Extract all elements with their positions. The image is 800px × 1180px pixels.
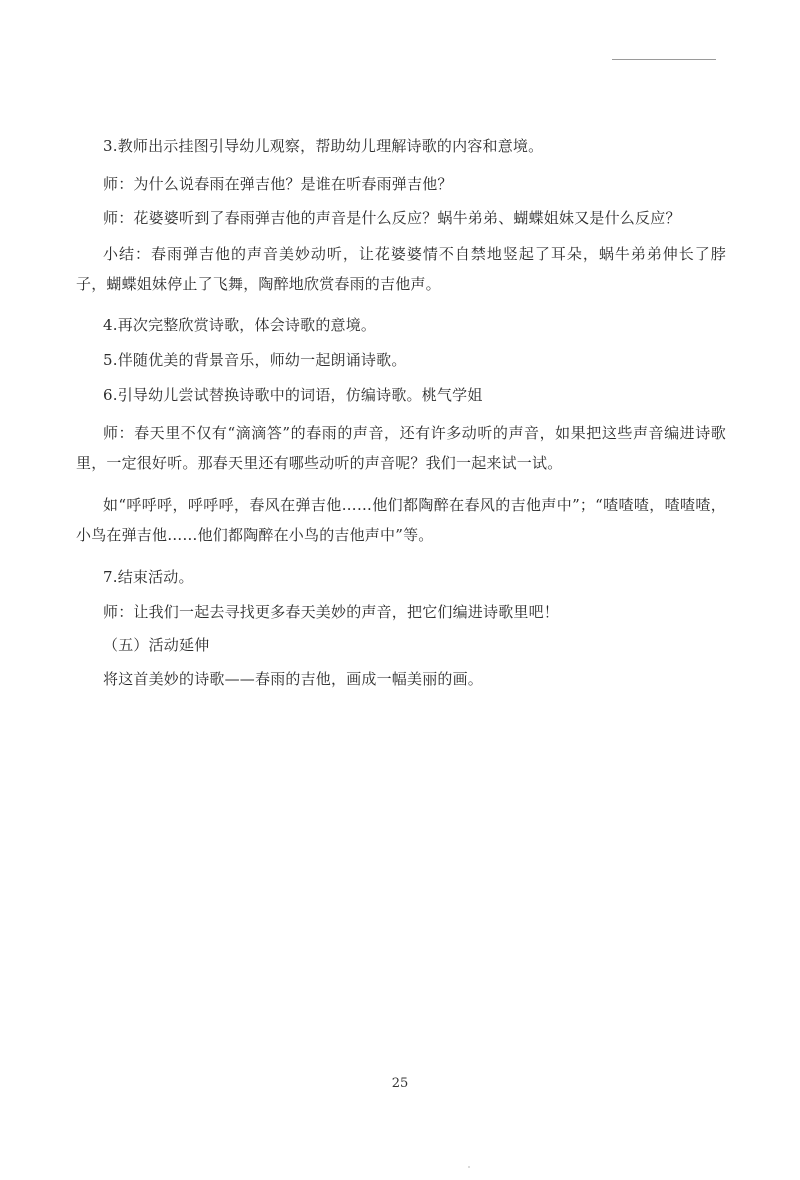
paragraph-step-6: 6.引导幼儿尝试替换诗歌中的词语，仿编诗歌。桃气学姐 [103,386,483,404]
paragraph-question-2: 师：花婆婆听到了春雨弹吉他的声音是什么反应？蜗牛弟弟、蝴蝶姐妹又是什么反应？ [103,209,681,227]
paragraph-closing: 师：让我们一起去寻找更多春天美妙的声音，把它们编进诗歌里吧！ [103,603,560,621]
scan-dot [468,1166,470,1168]
paragraph-step-3: 3.教师出示挂图引导幼儿观察，帮助幼儿理解诗歌的内容和意境。 [103,137,544,155]
paragraph-teacher-prompt: 师：春天里不仅有“滴滴答”的春雨的声音，还有许多动听的声音，如果把这些声音编进诗歌里，一定很好听。那春天里还有哪些动听的声音呢？我们一起来试一试。 [76,424,726,472]
paragraph-extension: 将这首美妙的诗歌——春雨的吉他，画成一幅美丽的画。 [103,670,484,688]
paragraph-step-4: 4.再次完整欣赏诗歌，体会诗歌的意境。 [103,316,377,334]
paragraph-examples: 如“呼呼呼，呼呼呼，春风在弹吉他……他们都陶醉在春风的吉他声中”；“喳喳喳，喳喳喳，小鸟在弹吉他……他们都陶醉在小鸟的吉他声中”等。 [76,496,726,544]
paragraph-question-1: 师：为什么说春雨在弹吉他？是谁在听春雨弹吉他？ [103,175,453,193]
paragraph-step-7: 7.结束活动。 [103,568,194,586]
page-number: 25 [391,1076,409,1091]
paragraph-step-5: 5.伴随优美的背景音乐，师幼一起朗诵诗歌。 [103,351,407,369]
paragraph-summary: 小结：春雨弹吉他的声音美妙动听，让花婆婆情不自禁地竖起了耳朵，蜗牛弟弟伸长了脖子，蝴蝶姐妹停止了飞舞，陶醉地欣赏春雨的吉他声。 [76,245,726,293]
section-heading-extension: （五）活动延伸 [103,636,210,654]
header-rule [612,59,716,60]
